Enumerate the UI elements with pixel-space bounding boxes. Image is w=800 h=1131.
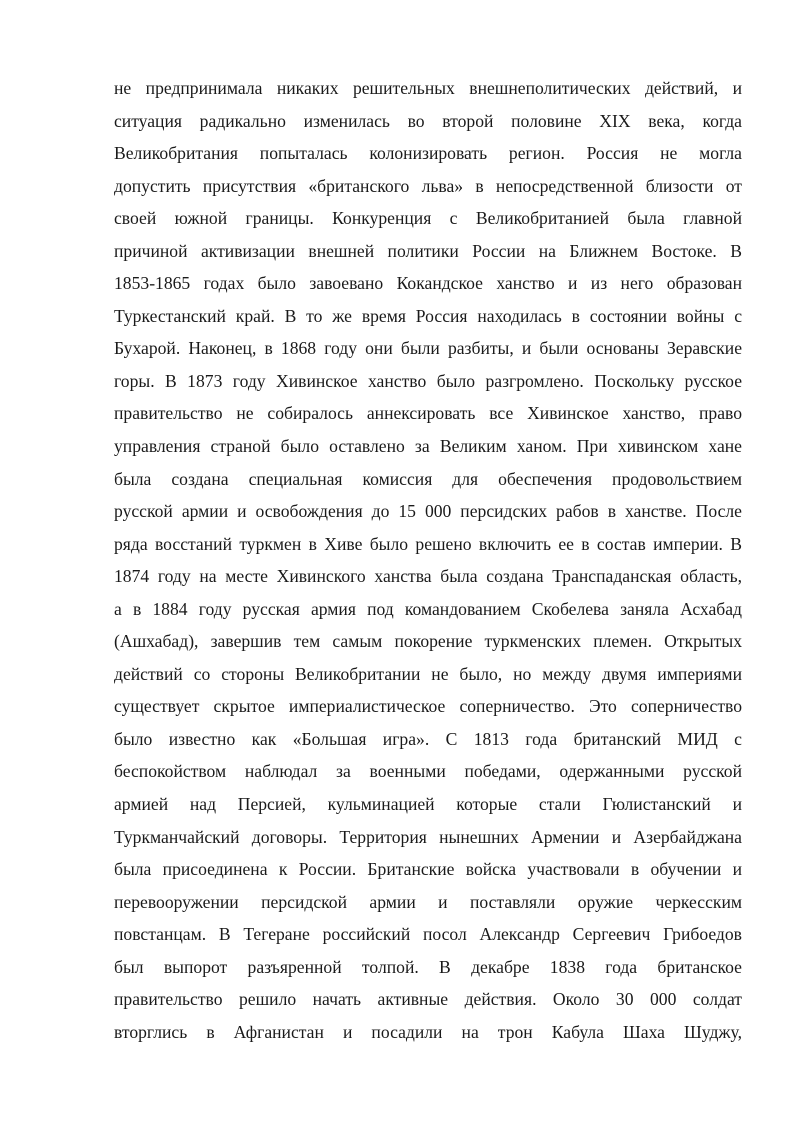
text-line: вторглись в Афганистан и посадили на трон Кабула Шаха Шуджу, xyxy=(114,1021,742,1042)
text-line: ситуация радикально изменилась во второй половине XIX века, когда xyxy=(114,110,742,131)
text-line: Туркестанский край. В то же время Россия находилась в состоянии войны с xyxy=(114,305,742,326)
text-line: горы. В 1873 году Хивинское ханство было разгромлено. Поскольку русское xyxy=(114,370,742,391)
text-line: правительство решило начать активные действия. Около 30 000 солдат xyxy=(114,989,742,1010)
text-line: существует скрытое империалистическое соперничество. Это соперничество xyxy=(114,696,742,717)
text-line: была создана специальная комиссия для обеспечения продовольствием xyxy=(114,468,742,489)
text-line: (Ашхабад), завершив тем самым покорение туркменских племен. Открытых xyxy=(114,631,742,652)
text-line: перевооружении персидской армии и поставляли оружие черкесским xyxy=(114,891,742,912)
body-paragraph xyxy=(114,72,742,1048)
text-line: Туркманчайский договоры. Территория нынешних Армении и Азербайджана xyxy=(114,826,742,847)
text-line: Великобритания попыталась колонизировать регион. Россия не могла xyxy=(114,143,742,164)
text-line: 1853-1865 годах было завоевано Кокандское ханство и из него образован xyxy=(114,273,742,294)
text-line: русской армии и освобождения до 15 000 персидских рабов в ханстве. После xyxy=(114,501,742,522)
text-line: армией над Персией, кульминацией которые стали Гюлистанский и xyxy=(114,794,742,815)
text-line: правительство не собиралось аннексировать все Хивинское ханство, право xyxy=(114,403,742,424)
text-line: допустить присутствия «британского льва» в непосредственной близости от xyxy=(114,175,742,196)
text-line: ряда восстаний туркмен в Хиве было решено включить ее в состав империи. В xyxy=(114,533,742,554)
text-line: причиной активизации внешней политики России на Ближнем Востоке. В xyxy=(114,240,742,261)
text-line: а в 1884 году русская армия под командованием Скобелева заняла Асхабад xyxy=(114,598,742,619)
text-line: беспокойством наблюдал за военными победами, одержанными русской xyxy=(114,761,742,782)
text-line: действий со стороны Великобритании не было, но между двумя империями xyxy=(114,663,742,684)
text-line: была присоединена к России. Британские войска участвовали в обучении и xyxy=(114,859,742,880)
text-line: Бухарой. Наконец, в 1868 году они были разбиты, и были основаны Зеравские xyxy=(114,338,742,359)
text-line: повстанцам. В Тегеране российский посол Александр Сергеевич Грибоедов xyxy=(114,924,742,945)
text-line: не предпринимала никаких решительных внешнеполитических действий, и xyxy=(114,78,742,98)
text-line: 1874 году на месте Хивинского ханства была создана Транспаданская область, xyxy=(114,566,742,587)
text-line: управления страной было оставлено за Великим ханом. При хивинском хане xyxy=(114,436,742,457)
text-line: своей южной границы. Конкуренция с Великобританией была главной xyxy=(114,208,742,229)
text-line: был выпорот разъяренной толпой. В декабре 1838 года британское xyxy=(114,956,742,977)
text-line: было известно как «Большая игра». С 1813 года британский МИД с xyxy=(114,728,742,749)
